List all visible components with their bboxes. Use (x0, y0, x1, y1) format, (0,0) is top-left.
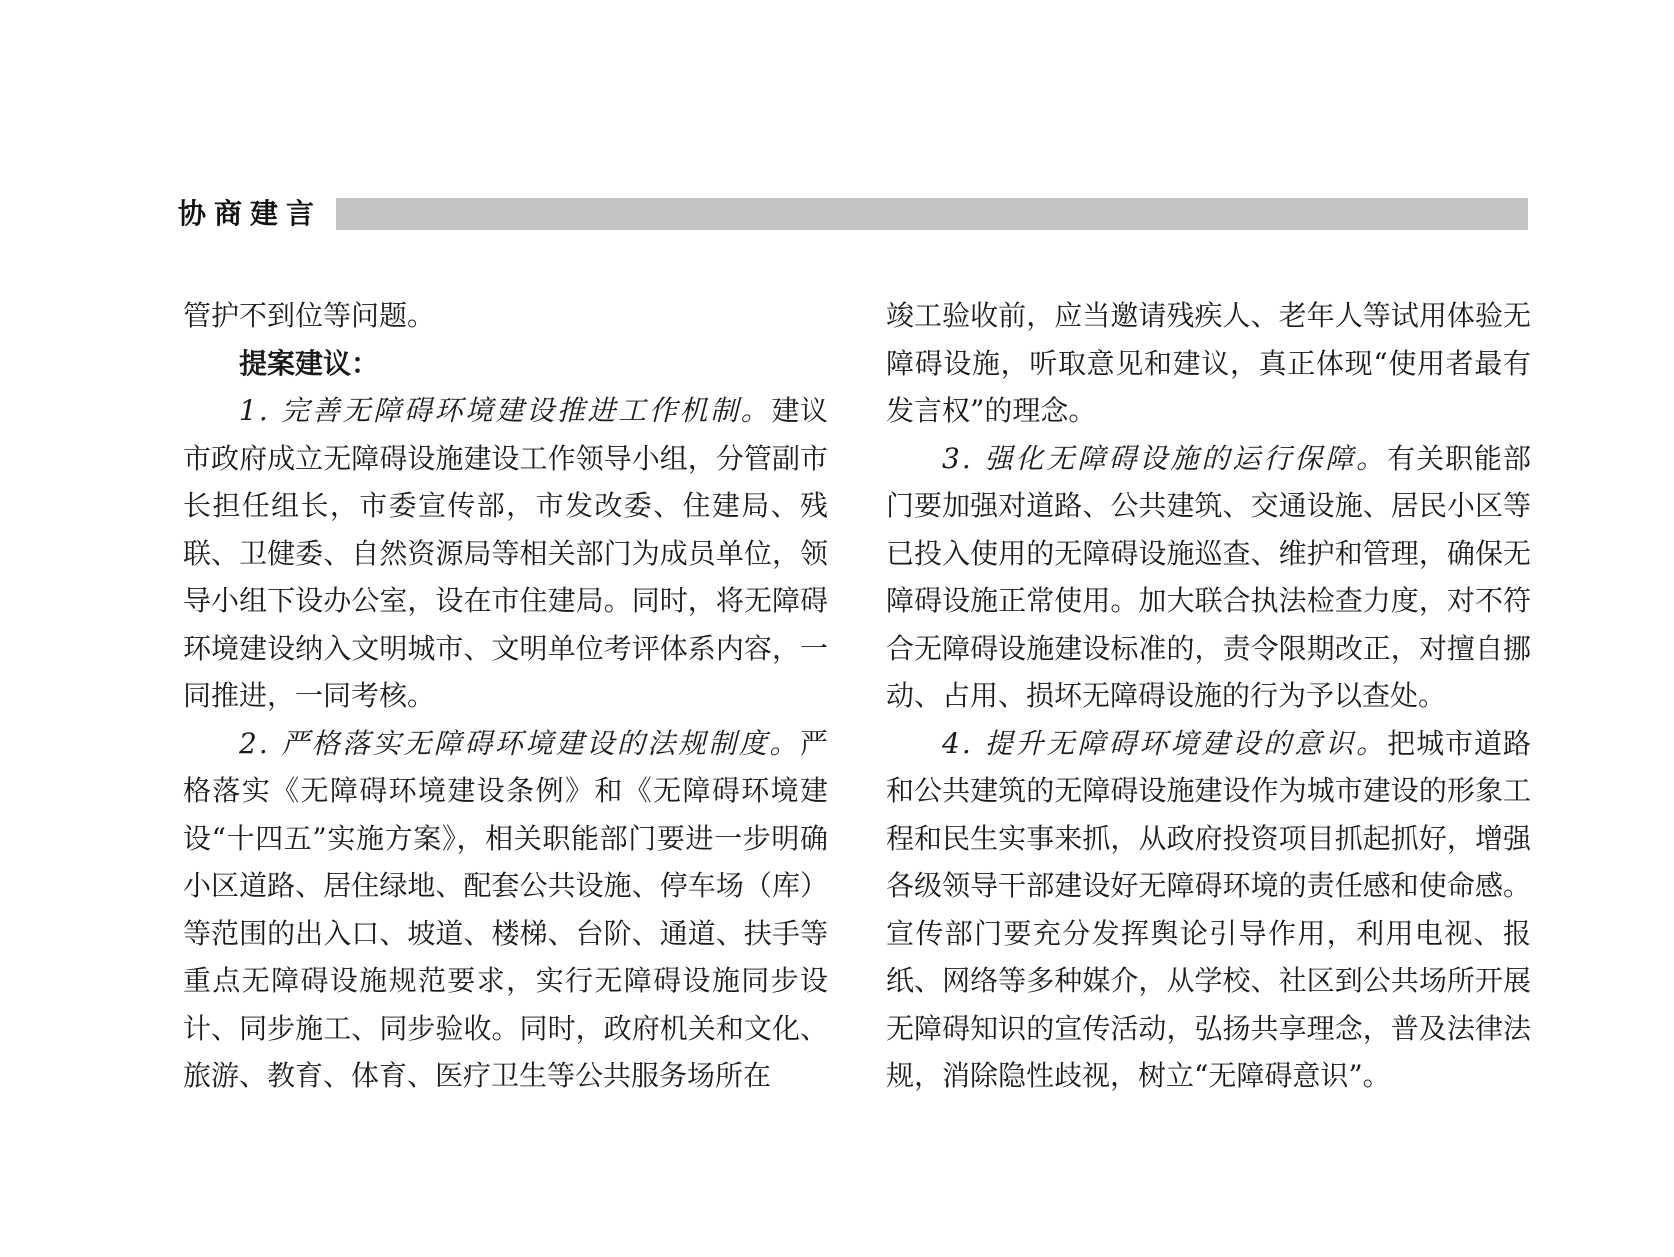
section-title: 协商建言 (178, 197, 323, 230)
proposal-item-2 (183, 720, 828, 1100)
proposals-paragraph (183, 340, 828, 388)
header-rule-bar (336, 198, 1528, 230)
continuation-text: 管护不到位等问题。 (183, 299, 436, 332)
proposal-item-3 (886, 435, 1531, 720)
proposal-item-1-heading: 1. 完善无障碍环境建设推进工作机制。 (239, 394, 772, 427)
proposal-item-4-body: 把城市道路和公共建筑的无障碍设施建设作为城市建设的形象工程和民生实事来抓，从政府投资项目抓起抓好，增强各级领导干部建设好无障碍环境的责任感和使命感。宣传部门要充分发挥舆论引导作用，利用电视、报纸、网络等多种媒介，从学校、社区到公共场所开展无障碍知识的宣传活动，弘扬共享理念，普及法律法规，消除隐性歧视，树立“无障碍意识”。 (886, 726, 1531, 1092)
proposal-item-4 (886, 720, 1531, 1100)
proposals-label: 提案建议： (239, 346, 380, 380)
proposal-item-2-heading: 2. 严格落实无障碍环境建设的法规制度。 (239, 726, 800, 760)
section-header (178, 196, 1528, 232)
proposal-item-3-heading: 3. 强化无障碍设施的运行保障。 (942, 441, 1388, 475)
right-column (886, 292, 1531, 1100)
proposal-item-4-heading: 4. 提升无障碍环境建设的意识。 (942, 726, 1388, 760)
left-column (183, 292, 828, 1100)
proposal-item-3-body: 有关职能部门要加强对道路、公共建筑、交通设施、居民小区等已投入使用的无障碍设施巡查、维护和管理，确保无障碍设施正常使用。加大联合执法检查力度，对不符合无障碍设施建设标准的，责令限期改正，对擅自挪动、占用、损坏无障碍设施的行为予以查处。 (886, 441, 1531, 712)
proposal-item-1-body: 建议市政府成立无障碍设施建设工作领导小组，分管副市长担任组长，市委宣传部，市发改委、住建局、残联、卫健委、自然资源局等相关部门为成员单位，领导小组下设办公室，设在市住建局。同时，将无障碍环境建设纳入文明城市、文明单位考评体系内容，一同推进，一同考核。 (183, 394, 828, 712)
continuation-text-right: 竣工验收前，应当邀请残疾人、老年人等试用体验无障碍设施，听取意见和建议，真正体现“使用者最有发言权”的理念。 (886, 299, 1531, 427)
proposal-item-2-body: 严格落实《无障碍环境建设条例》和《无障碍环境建设“十四五”实施方案》，相关职能部门要进一步明确小区道路、居住绿地、配套公共设施、停车场（库）等范围的出入口、坡道、楼梯、台阶、通道、扶手等重点无障碍设施规范要求，实行无障碍设施同步设计、同步施工、同步验收。同时，政府机关和文化、旅游、教育、体育、医疗卫生等公共服务场所在 (183, 726, 828, 1092)
proposal-item-1 (183, 387, 828, 720)
